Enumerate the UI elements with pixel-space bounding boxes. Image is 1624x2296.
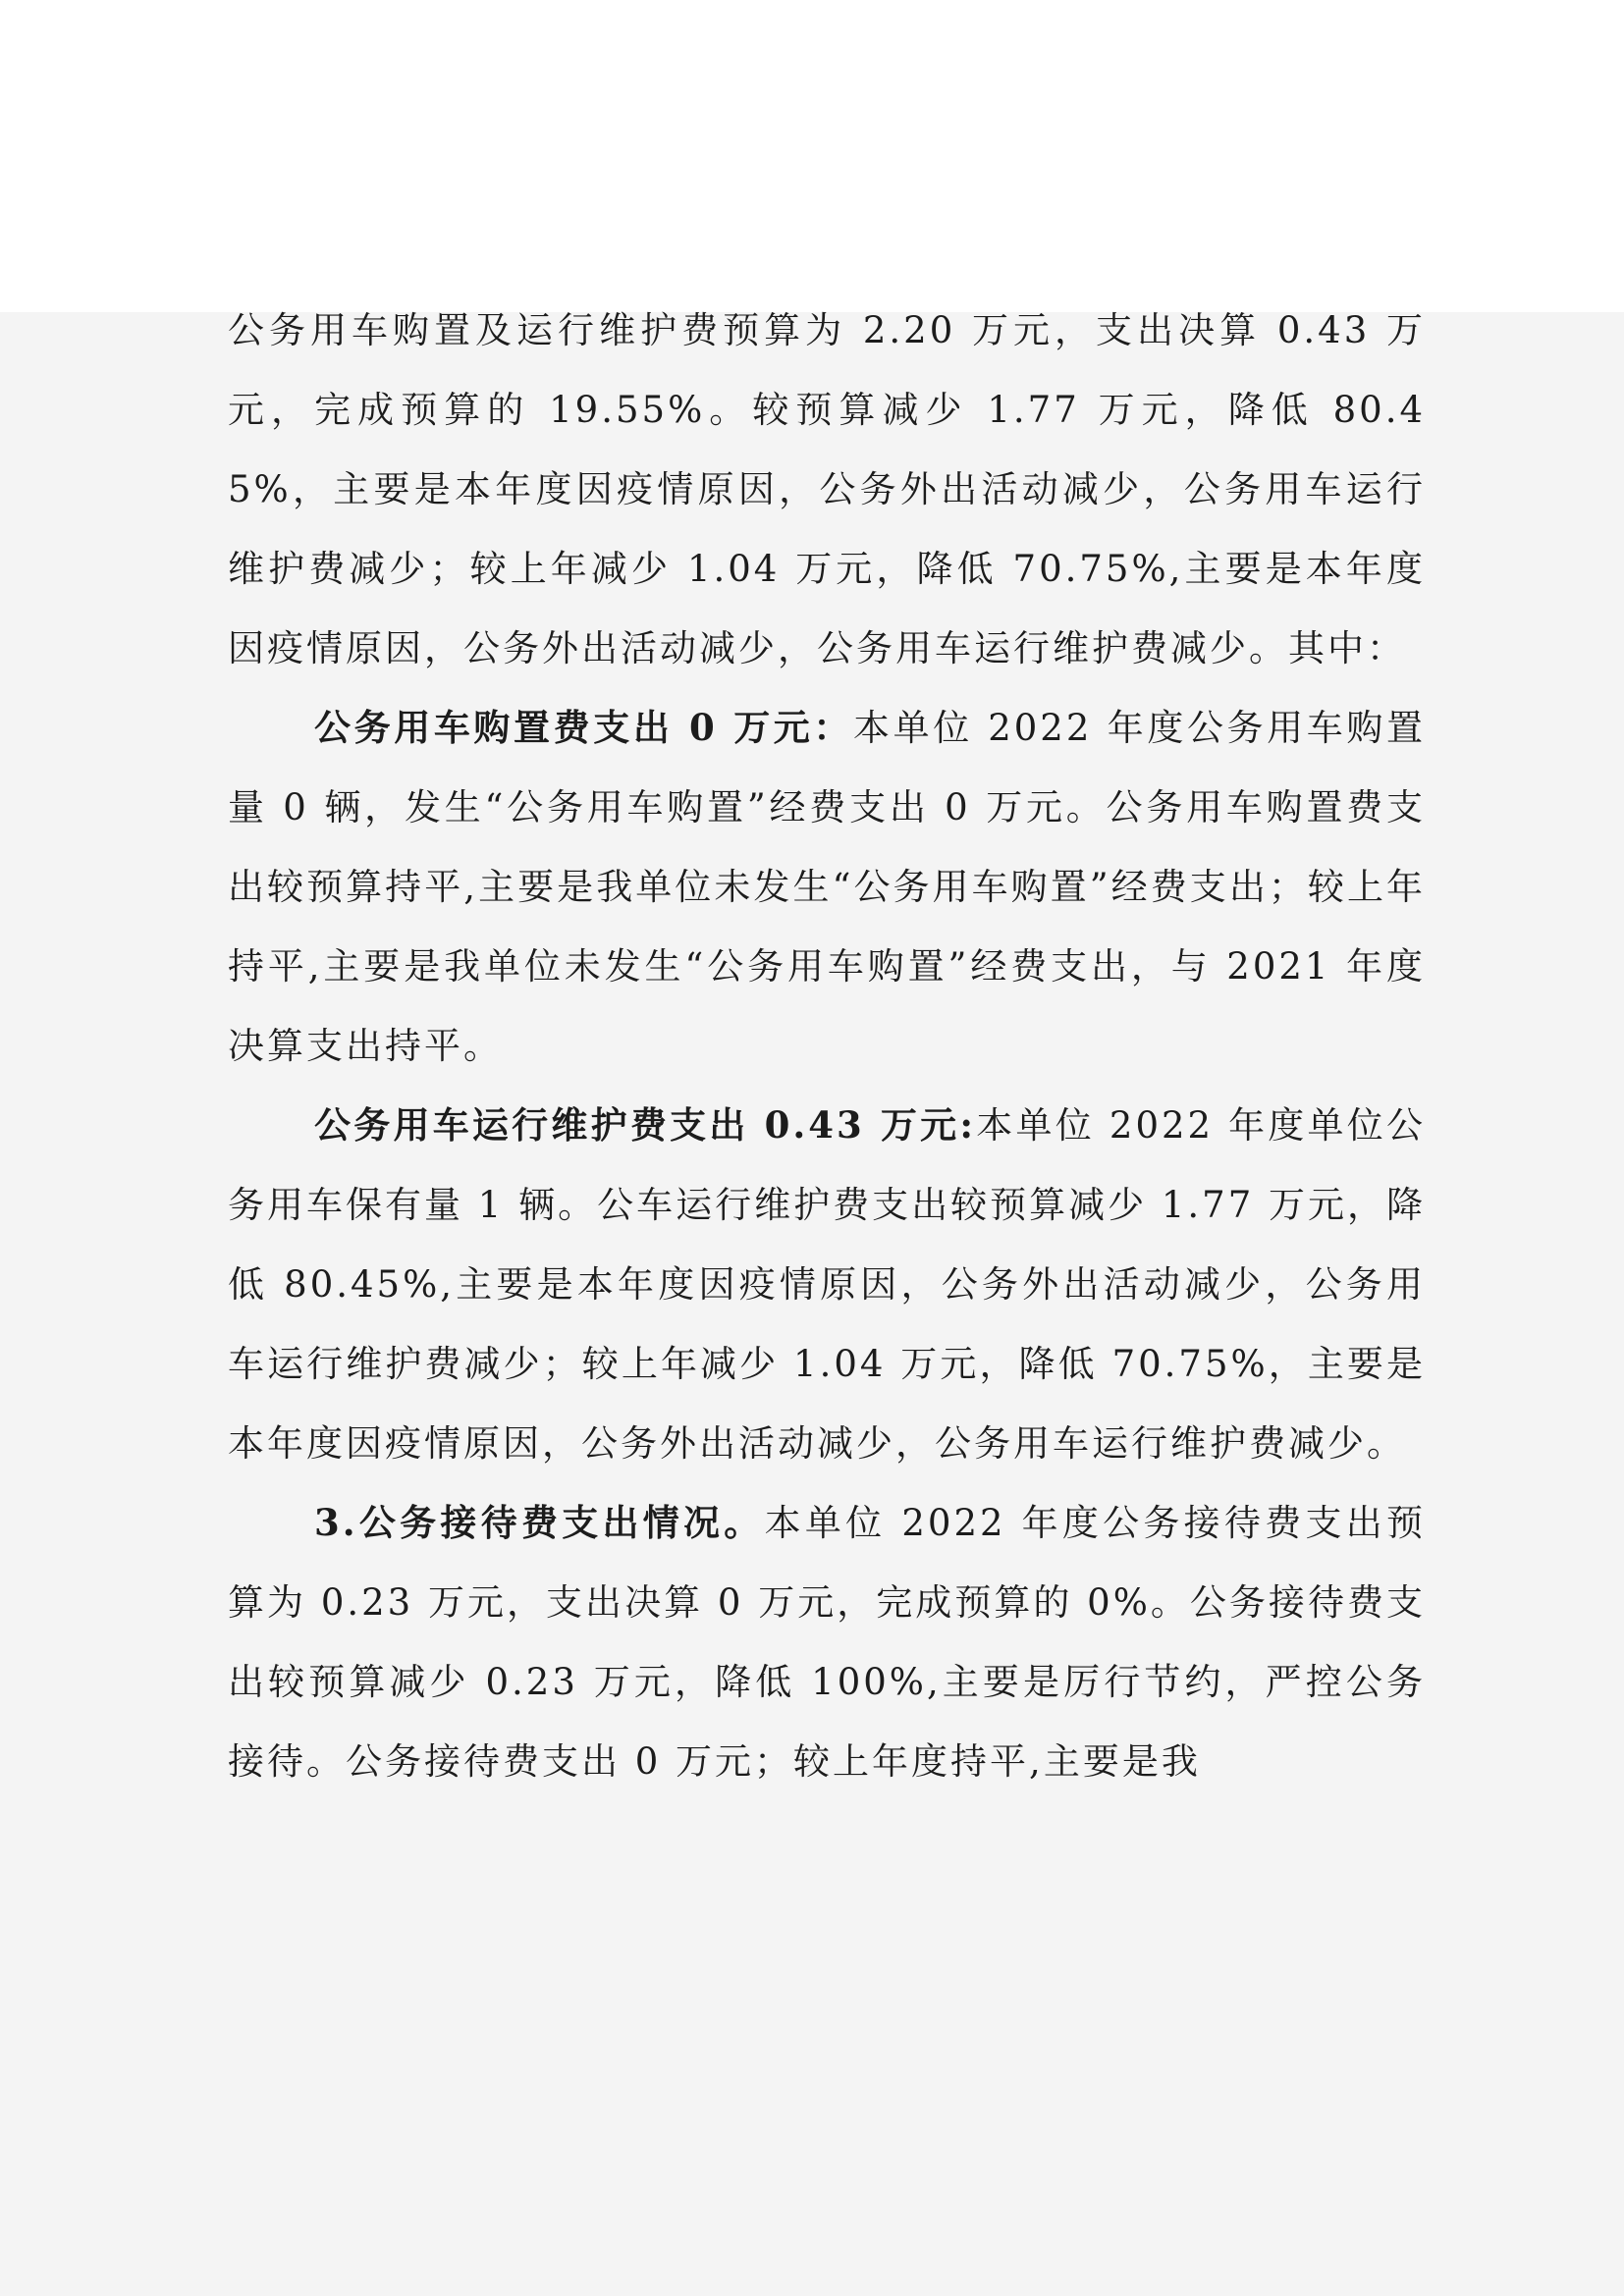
paragraph-reception <box>228 1483 1426 1801</box>
paragraph-vehicle-operation <box>228 1086 1426 1483</box>
page-top-margin <box>0 0 1624 312</box>
paragraph-text: 本单位 2022 年度单位公务用车保有量 1 辆。公车运行维护费支出较预算减少 1.77 万元，降低 80.45%,主要是本年度因疫情原因，公务外出活动减少，公务用车运行维护费减少；较上年减少 1.04 万元，降低 70.75%，主要是本年度因疫情原因，公务外出活动减少，公务用车运行维护费减少。 <box>228 1104 1426 1465</box>
paragraph-text: 本单位 2022 年度公务接待费支出预算为 0.23 万元，支出决算 0 万元，完成预算的 0%。公务接待费支出较预算减少 0.23 万元，降低 100%,主要是厉行节约，严控公务接待。公务接待费支出 0 万元；较上年度持平,主要是我 <box>228 1502 1426 1783</box>
document-body <box>228 291 1426 1801</box>
paragraph-heading: 公务用车购置费支出 0 万元： <box>314 706 854 749</box>
paragraph-heading: 公务用车运行维护费支出 0.43 万元: <box>314 1103 976 1147</box>
paragraph-vehicle-total <box>228 291 1426 688</box>
paragraph-vehicle-purchase <box>228 688 1426 1086</box>
paragraph-heading: 3.公务接待费支出情况。 <box>314 1501 765 1544</box>
paragraph-text: 本单位 2022 年度公务用车购置量 0 辆，发生“公务用车购置”经费支出 0 万元。公务用车购置费支出较预算持平,主要是我单位未发生“公务用车购置”经费支出；较上年持平,主要是我单位未发生“公务用车购置”经费支出，与 2021 年度决算支出持平。 <box>228 707 1426 1067</box>
paragraph-text: 公务用车购置及运行维护费预算为 2.20 万元，支出决算 0.43 万元，完成预算的 19.55%。较预算减少 1.77 万元，降低 80.45%，主要是本年度因疫情原因，公务外出活动减少，公务用车运行维护费减少；较上年减少 1.04 万元，降低 70.75%,主要是本年度因疫情原因，公务外出活动减少，公务用车运行维护费减少。其中： <box>228 309 1426 669</box>
